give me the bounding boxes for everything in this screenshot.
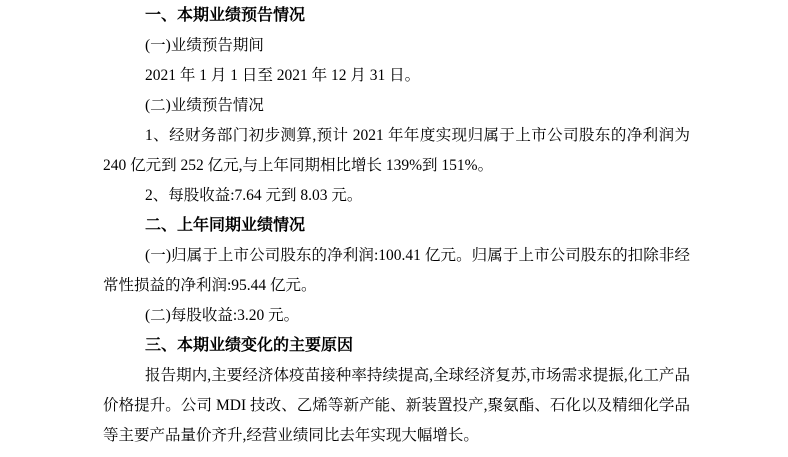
paragraph: 2021 年 1 月 1 日至 2021 年 12 月 31 日。 [145,67,421,84]
paragraph: (二)每股收益:3.20 元。 [145,307,300,324]
paragraph: 2、每股收益:7.64 元到 8.03 元。 [145,187,363,204]
paragraph: (一)业绩预告期间 [145,37,264,54]
paragraph: 1、经财务部门初步测算,预计 2021 年年度实现归属于上市公司股东的净利润为 240 亿元到 252 亿元,与上年同期相比增长 139%到 151%。 [103,127,690,174]
section-heading: 二、上年同期业绩情况 [145,217,306,234]
section-heading: 三、本期业绩变化的主要原因 [145,337,354,354]
paragraph: 报告期内,主要经济体疫苗接种率持续提高,全球经济复苏,市场需求提振,化工产品价格提升。公司 MDI 技改、乙烯等新产能、新装置投产,聚氨酯、石化以及精细化学品等主要产品量价齐升,经营业绩同比去年实现大幅增长。 [103,367,690,444]
section-heading: 一、本期业绩预告情况 [145,7,306,24]
paragraph: (二)业绩预告情况 [145,97,264,114]
paragraph: (一)归属于上市公司股东的净利润:100.41 亿元。归属于上市公司股东的扣除非经常性损益的净利润:95.44 亿元。 [103,247,690,294]
